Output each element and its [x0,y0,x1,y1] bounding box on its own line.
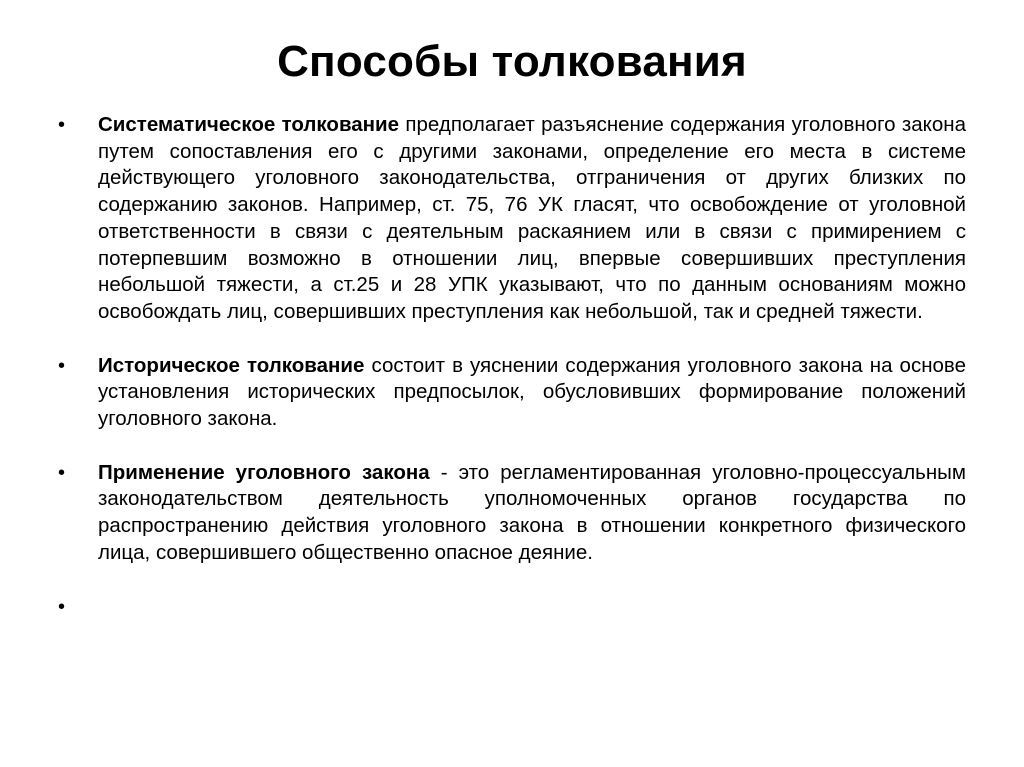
bullet-dot-icon: • [58,461,66,484]
bullet-lead-term: Применение уголовного закона [98,460,430,484]
bullet-body-text: - это регламентированная уголовно-процессуальным законодательством деятельность уполномоченных органов государства по распространению действия уголовного закона в отношении конкретного физического лица, совершившего общественно опасное деяние. [98,460,966,564]
bullet-item-application [58,460,966,567]
bullet-dot-icon: • [58,595,66,618]
bullet-list [58,112,966,621]
slide-title: Способы толкования [277,37,747,86]
bullet-dot-icon: • [58,114,66,136]
bullet-dot-icon: • [58,354,66,377]
bullet-item-empty [58,594,966,621]
bullet-item-historical [58,353,966,433]
bullet-lead-term: Систематическое толкование [98,113,400,136]
bullet-lead-term: Историческое толкование [98,353,365,377]
bullet-body-text: предполагает разъяснение содержания уголовного закона путем сопоставления его с другими законами, определение его места в системе действующего уголовного законодательства, отграничения от других близких по содержанию законов. Например, ст. 75, 76 УК гласят, что освобождение от уголовной ответственности в связи с деятельным раскаянием или в связи с примирением с потерпевшим возможно в отношении лиц, впервые совершивших преступления небольшой тяжести, а ст.25 и 28 УПК указывают, что по данным основаниям можно освобождать лиц, совершивших преступления как небольшой, так и средней тяжести. [98,113,966,323]
bullet-body-text: состоит в уяснении содержания уголовного закона на основе установления исторических предпосылок, обусловивших формирование положений уголовного закона. [98,353,966,431]
bullet-item-systematic [58,112,966,326]
